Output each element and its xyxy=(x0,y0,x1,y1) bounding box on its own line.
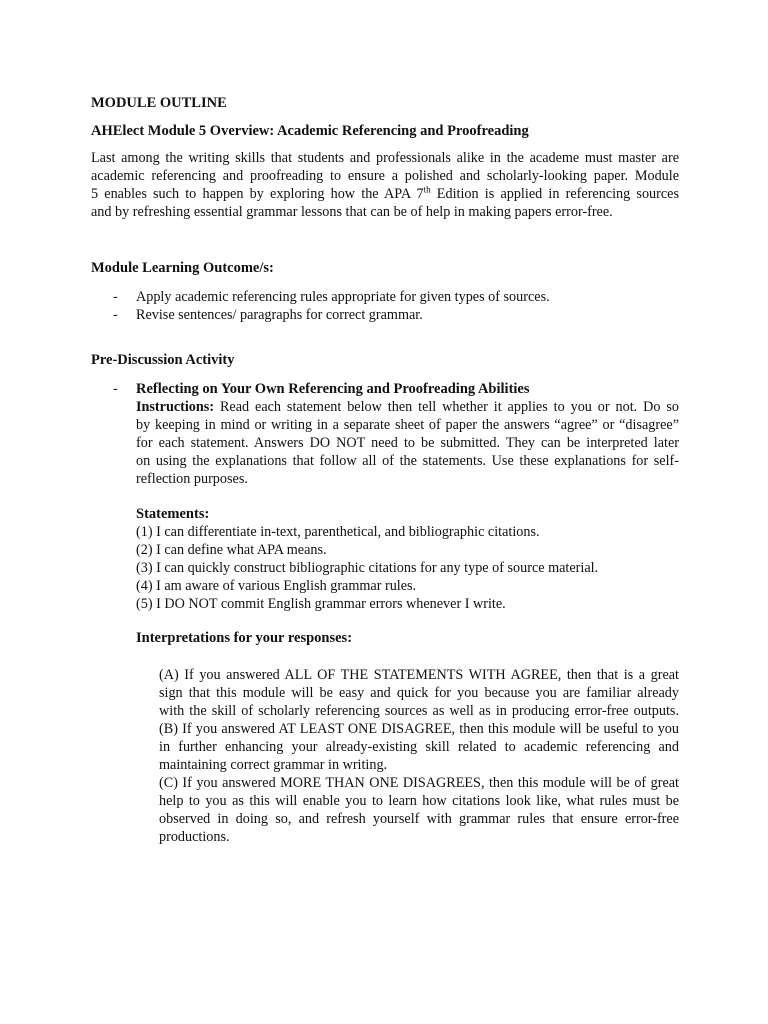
activity-section xyxy=(113,380,679,860)
intro-line-3b: Edition is applied in referencing sources xyxy=(430,186,679,202)
statement-item: (2) I can define what APA means. xyxy=(136,542,327,558)
interpretations-list xyxy=(136,666,679,846)
overview-title: AHElect Module 5 Overview: Academic Referencing and Proofreading xyxy=(91,123,529,139)
interpretation-item-c: (C) If you answered MORE THAN ONE DISAGREES, then this module will be of great help to you as this will enable you to learn how citations look like, what rules must be observed in doing so, and refresh yourself with grammar rules that ensure error-free productions. xyxy=(159,775,679,845)
ordinal-suffix: th xyxy=(423,184,431,195)
interpretation-item-b: (B) If you answered AT LEAST ONE DISAGREE, then this module will be useful to you in further enhancing your already-existing skill related to academic referencing and maintaining correct grammar in writing. xyxy=(159,721,679,773)
instructions-line-2: by keeping in mind or writing in a separate sheet of paper the answers “agree” or “disagree” xyxy=(136,417,679,433)
pre-discussion-heading: Pre-Discussion Activity xyxy=(91,352,235,368)
instructions-line-4: on using the explanations that follow all of the statements. Use these explanations for self- xyxy=(136,453,679,469)
interpretation-label: (B) xyxy=(159,721,178,737)
statement-item: (4) I am aware of various English grammar rules. xyxy=(136,578,417,594)
statements-heading: Statements: xyxy=(136,506,210,522)
instructions-line-1: Instructions: Read each statement below then tell whether it applies to you or not. Do so xyxy=(136,399,679,415)
outcomes-list xyxy=(91,288,679,324)
statement-item: (3) I can quickly construct bibliographic citations for any type of source material. xyxy=(136,560,599,576)
activity-body xyxy=(136,380,679,488)
interpretation-label: (A) xyxy=(159,667,179,683)
intro-line-3 xyxy=(91,185,679,203)
interpretation-item-a: (A) If you answered ALL OF THE STATEMENTS WITH AGREE, then that is a great sign that this module will be easy and quick for you because you are familiar already with the skill of scholarly referencing sources as well as in producing error-free outputs. xyxy=(159,667,679,719)
intro-line-4: and by refreshing essential grammar lessons that can be of help in making papers error-free. xyxy=(91,204,613,220)
outcome-item xyxy=(91,306,679,324)
list-dash: - xyxy=(113,381,118,397)
intro-line-2: academic referencing and proofreading to ensure a polished and scholarly-looking paper. Module xyxy=(91,168,679,184)
outcomes-heading: Module Learning Outcome/s: xyxy=(91,260,274,276)
statements-list xyxy=(136,523,679,613)
instructions-label: Instructions: xyxy=(136,399,215,415)
outcome-item xyxy=(91,288,679,306)
instructions-line-5: reflection purposes. xyxy=(136,471,248,487)
instructions-paragraph xyxy=(136,398,679,488)
instructions-line-3: for each statement. Answers DO NOT need to be submitted. They can be interpreted later xyxy=(136,435,679,451)
interpretation-label: (C) xyxy=(159,775,178,791)
list-dash: - xyxy=(113,307,118,323)
intro-line-1: Last among the writing skills that students and professionals alike in the academe must master are xyxy=(91,150,679,166)
interpretations-heading: Interpretations for your responses: xyxy=(136,630,353,646)
statement-item: (5) I DO NOT commit English grammar errors whenever I write. xyxy=(136,596,506,612)
activity-title: Reflecting on Your Own Referencing and Proofreading Abilities xyxy=(136,381,530,397)
intro-line-3a: 5 enables such to happen by exploring how the APA 7 xyxy=(91,186,424,202)
statement-item: (1) I can differentiate in-text, parenthetical, and bibliographic citations. xyxy=(136,524,540,540)
module-outline-heading: MODULE OUTLINE xyxy=(91,95,227,111)
list-dash: - xyxy=(113,289,118,305)
outcome-text: Revise sentences/ paragraphs for correct grammar. xyxy=(136,307,423,323)
intro-paragraph xyxy=(91,149,679,221)
outcome-text: Apply academic referencing rules appropriate for given types of sources. xyxy=(136,289,550,305)
